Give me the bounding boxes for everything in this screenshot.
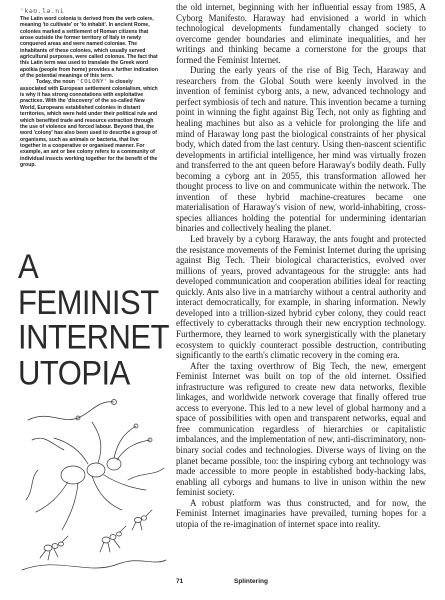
- keyword-colony: 'COLONY': [76, 79, 109, 86]
- article-paragraph-4: After the taxing overthrow of Big Tech, the new, emergent Feminist Internet was built on top of the old internet. Ossified infrastructure was refigured to create new data networks, flexible linkages, and worldwide network coverage that finally offered true access to everyone. This led to a new level of global harmony and a space of possibilities with open and transparent networks, equal and free communication regardless of hierarchies or capitalistic imbalances, and the implementation of new, anti-discriminatory, non-binary social codes and technologies. Diverse ways of living on the planet became possible, too: the inspiring cyborg ant technology was made accessible to more people in established body-hacking labs, enabling all cyborgs and humans to live in unison within the new feminist society.: [176, 360, 426, 498]
- page-number: 71: [176, 578, 184, 585]
- pronunciation: 'kəʊ.lə.ni: [20, 7, 65, 15]
- title-line-2: FEMINIST: [18, 282, 159, 322]
- sidebar-paragraph-2: [20, 79, 158, 168]
- title-line-3: INTERNET: [18, 317, 169, 357]
- article-paragraph-3: Led bravely by a cyborg Haraway, the ants fought and protected the resistance movements of the Feminist Internet during the uprising against Big Tech. Their biological characteristics, evolved over millions of years, proved advantageous for the struggle: ants had developed communication and cooperation abilities ideal for reacting quickly. Ants also live in a matriarchy without a central authority and interact democratically, for example, in sharing information. Newly developed into a trillion-sized hybrid cyber colony, they could react effectively to cyberattacks through their new encryption technology. Furthermore, they learned to work synergistically with the planetary ecosystem to quickly counteract possible destruction, contributing significantly to the earth's climatic recovery in the coming era.: [176, 234, 426, 361]
- article-paragraph-5: A robust platform was thus constructed, and for now, the Feminist Internet imaginaries have prevailed, turning hopes for a utopia of the re-imagination of internet space into reality.: [176, 497, 426, 529]
- definition-sidebar: [20, 16, 158, 168]
- title-line-1: A: [18, 246, 39, 286]
- article-body: [176, 2, 426, 529]
- article-paragraph-2: During the early years of the rise of Big Tech, Haraway and researchers from the Global South were keenly involved in the invention of feminist cyborg ants, a new, advanced technology and perfect symbiosis of tech and nature. This invention became a turning point in winning the fight against Big Tech, not only as fighting and healing machines but also as a vehicle for prolonging the life and mind of Haraway long past the biological constraints of her physical body, which dated from the last century. Using then-nascent scientific developments in artificial intelligence, her mind was virtually frozen and transferred to the ant queen before Haraway's bodily death. Fully becoming a cyborg ant in 2055, this transformation allowed her thought process to live on and communicate within the network. The invention of these hybrid machine-creatures became one materialisation of Haraway's vision of new, world-inhabiting, cross-species alliances holding the potential for undermining identarian binaries and collectively healing the planet.: [176, 65, 426, 234]
- ant-colony-illustration-icon: [18, 380, 168, 580]
- sidebar-p2-before: Today, the noun: [36, 79, 77, 86]
- article-paragraph-1: the old internet, beginning with her influential essay from 1985, A Cyborg Manifesto. Haraway had envisioned a world in which technological developments fundamentally changed society to overcome gender boundaries and eliminate inequalities, and her writings and thinking became a cornerstone for the groups that formed the Feminist Internet.: [176, 2, 426, 65]
- sidebar-p2-after: is closely associated with European settlement colonialism, which is why it has strong connotations with exploitative practices. With the 'discovery' of the so-called New World, Europeans established colonies in distant territories, which were held under their political rule and which benefited trade and resource extraction through the use of violence and forced labour. Beyond that, the word 'colony' has also been used to describe a group of organisms, such as animals or bacteria, that live together in a cooperative or organised manner. For example, an ant or bee colony refers to a community of individual insects working together for the benefit of the group.: [20, 79, 158, 168]
- title-line-4: UTOPIA: [18, 352, 130, 392]
- sidebar-paragraph-1: The Latin word colonia is derived from the verb colere, meaning 'to cultivate' or 'to inhabit'. In ancient Rome, colonies marked a settlement of Roman citizens that arose outside the former territory of Italy in newly conquered areas and were named coloniae. The inhabitants of these colonies, which usually served agricultural purposes, were called colonus. The fact that this Latin term was used to translate the Greek word apoikia (people from home) provides a further indication of the potential meanings of this term.: [20, 16, 158, 80]
- page-title: [18, 246, 178, 392]
- section-name: Splintering: [234, 578, 268, 585]
